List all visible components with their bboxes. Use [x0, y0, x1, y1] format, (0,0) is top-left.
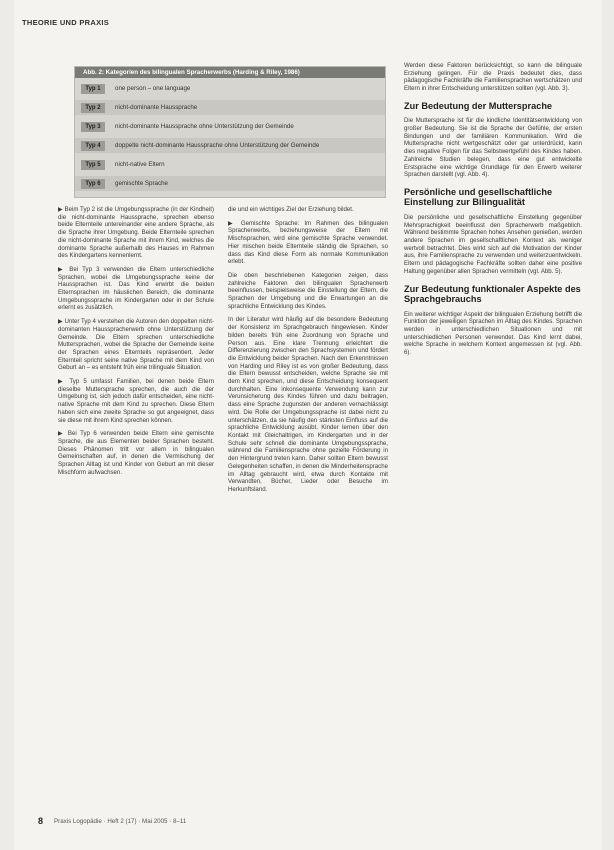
body-paragraph: die und ein wichtiges Ziel der Erziehung bildet. [228, 206, 354, 213]
body-paragraph: Ein weiterer wichtiger Aspekt der bilingualen Erziehung betrifft die Funktion der jeweiligen Sprachen im Alltag des Kindes. Sprachen werden in unterschiedlichen Situationen und mit unterschiedlichen Personen verwendet. Das Kind lernt dabei, welche Sprache in welchem Kontext angemessen ist (vgl. Abb. 6). [404, 310, 582, 357]
section-heading: Persönliche und gesellschaftliche Einstellung zur Bilingualität [404, 186, 553, 208]
type-description: nicht-native Eltern [115, 161, 165, 168]
table-row [75, 157, 385, 172]
body-paragraph: In der Literatur wird häufig auf die besondere Bedeutung der Konsistenz im Sprachgebrauch hingewiesen. Kinder bilden bereits früh eine Zuordnung von Sprache und Person aus. Eine klare Trennung erleichtert die Differenzierung zwischen den Sprachsystemen und fördert die Entwicklung beider Sprachen. Nach den Erkenntnissen von Harding und Riley ist es von großer Bedeutung, dass die Eltern bewusst entscheiden, welche Sprache sie mit dem Kind sprechen, und diese Entscheidung konsequent durchhalten. Eine inkonsequente Verwendung kann zur Verunsicherung des Kindes führen und dazu beitragen, dass eine Sprache zugunsten der anderen vernachlässigt wird. Die Rolle der Umgebungssprache ist dabei nicht zu unterschätzen, da sie häufig den stärksten Einfluss auf die sprachliche Entwicklung ausübt. Kinder lernen über den Kontakt mit Gleichaltrigen, im Kindergarten und in der Schule sehr schnell die dominante Umgebungssprache, während die Familiensprache ohne gezielte Förderung in den Hintergrund treten kann. Daher sollten Eltern bewusst Gelegenheiten schaffen, in denen die Minderheitensprache im Alltag gebraucht wird, etwa durch Kontakte mit Verwandten, Bücher, Lieder oder Besuche im Herkunftsland. [228, 316, 388, 493]
type-label: Typ 3 [81, 122, 105, 132]
table-row [75, 176, 385, 191]
body-paragraph: ▶ Bei Typ 6 verwenden beide Eltern eine gemischte Sprache, die aus Elementen beider Sprachen besteht. Dieses Phänomen tritt vor allem in bilingualen Gemeinschaften auf, in denen die Vermischung der Sprachen Alltag ist und Kinder von Geburt an mit dieser Mischform aufwachsen. [58, 430, 214, 476]
column-middle [228, 206, 388, 806]
body-paragraph: Werden diese Faktoren berücksichtigt, so kann die bilinguale Erziehung gelingen. Für die Praxis bedeutet dies, dass pädagogische Fachkräfte die Familiensprachen wertschätzen und Eltern in ihrer Entscheidung unterstützen sollten (vgl. Abb. 3). [404, 62, 582, 93]
type-label: Typ 1 [81, 84, 105, 94]
type-label: Typ 4 [81, 141, 105, 151]
body-paragraph: ▶ Gemischte Sprache: Im Rahmen des bilingualen Spracherwerbs, beziehungsweise der Eltern mit Mischsprachen, wird eine gemischte Sprache verwendet. Hier mischen beide Elternteile ständig die Sprachen, so dass das Kind diese Form als normale Kommunikation erlebt. [228, 219, 388, 266]
type-description: nicht-dominante Haussprache [115, 104, 198, 111]
type-label: Typ 6 [81, 179, 105, 189]
body-paragraph: Die oben beschriebenen Kategorien zeigen, dass zahlreiche Faktoren den bilingualen Spracherwerb beeinflussen, beispielsweise die Einstellung der Eltern, die Sprachen der Umgebung und die Erwartungen an die sprachliche Entwicklung des Kindes. [228, 271, 388, 310]
body-paragraph: ▶ Beim Typ 2 ist die Umgebungssprache (in der Kindheit) die nicht-dominante Haussprache, sprechen ebenso beide Elternteile untereinander eine andere Sprache, als die Sprache ihrer Umgebung. Beide Elternteile sprechen die nicht-dominante Sprache mit ihrem Kind, welches die dominante Sprache außerhalb des Hauses im Rahmen des Kindergartens kennenlernt. [58, 206, 214, 260]
table-row [75, 119, 385, 134]
body-paragraph: Die persönliche und gesellschaftliche Einstellung gegenüber Mehrsprachigkeit beeinflusst den Spracherwerb maßgeblich. Während bestimmte Sprachen hohes Ansehen genießen, werden andere Sprachen im gesellschaftlichen Kontext als weniger wertvoll betrachtet. Dies wirkt sich auf die Motivation der Kinder aus, ihre Familiensprache zu verwenden und weiterzuentwickeln. Eltern und pädagogische Fachkräfte sollten daher eine positive Haltung gegenüber allen Sprachen vermitteln (vgl. Abb. 5). [404, 213, 582, 275]
type-label: Typ 2 [81, 103, 105, 113]
type-label: Typ 5 [81, 160, 105, 170]
footer-citation: Praxis Logopädie · Heft 2 (17) · Mai 2005 · 8–11 [54, 818, 187, 825]
table-title: Abb. 2: Kategorien des bilingualen Spracherwerbs (Harding & Riley, 1986) [75, 67, 385, 78]
document-page [14, 0, 602, 850]
category-table [74, 66, 386, 198]
table-row [75, 100, 385, 115]
table-row [75, 138, 385, 153]
type-description: doppelte nicht-dominante Haussprache ohne Unterstützung der Gemeinde [115, 142, 320, 149]
section-heading: Zur Bedeutung funktionaler Aspekte des Sprachgebrauchs [404, 283, 581, 305]
page-number: 8 [38, 816, 44, 826]
table-row [75, 81, 385, 96]
type-description: one person – one language [115, 85, 191, 92]
body-paragraph: ▶ Typ 5 umfasst Familien, bei denen beide Eltern dieselbe Muttersprache sprechen, die auch die der Umgebung ist, sich jedoch dafür entscheiden, eine nicht-native Sprache mit dem Kind zu sprechen. Diese Eltern haben sich eine zweite Sprache so gut angeeignet, dass sie diese mit ihrem Kind sprechen können. [58, 378, 214, 424]
column-left [58, 206, 214, 806]
body-paragraph: Die Muttersprache ist für die kindliche Identitätsentwicklung von großer Bedeutung. Sie ist die Sprache der Gefühle, der ersten Bindungen und der familiären Kommunikation. Wird die Muttersprache nicht wertgeschätzt oder gar unterdrückt, kann dies negative Folgen für das Selbstwertgefühl des Kindes haben. Zahlreiche Studien belegen, dass eine gut entwickelte Erstsprache eine wichtige Grundlage für den Erwerb weiterer Sprachen darstellt (vgl. Abb. 4). [404, 117, 582, 179]
section-heading: Zur Bedeutung der Muttersprache [404, 100, 553, 111]
type-description: nicht-dominante Haussprache ohne Unterstützung der Gemeinde [115, 123, 294, 130]
type-description: gemischte Sprache [115, 180, 168, 187]
header-title: THEORIE UND PRAXIS [22, 18, 110, 27]
body-paragraph: ▶ Unter Typ 4 verstehen die Autoren den doppelten nicht-dominanten Hausspracherwerb ohne Unterstützung der Gemeinde. Die Eltern sprechen unterschiedliche Muttersprachen, wobei die Sprache der Gemeinde keine der Sprachen eines Elternteils repräsentiert. Jeder Elternteil spricht seine native Sprache mit dem Kind von Geburt an – es entsteht früh eine trilinguale Situation. [58, 318, 214, 372]
running-header [22, 10, 442, 28]
column-right [404, 62, 582, 807]
page-footer [38, 816, 338, 828]
body-paragraph: ▶ Bei Typ 3 verwenden die Eltern unterschiedliche Sprachen, wobei die Umgebungssprache keine der Haussprachen ist. Das Kind erwirbt die beiden Elternsprachen im häuslichen Bereich, die dominante Umgebungssprache im Kindergarten oder in der Schule erlernt es zusätzlich. [58, 265, 214, 312]
